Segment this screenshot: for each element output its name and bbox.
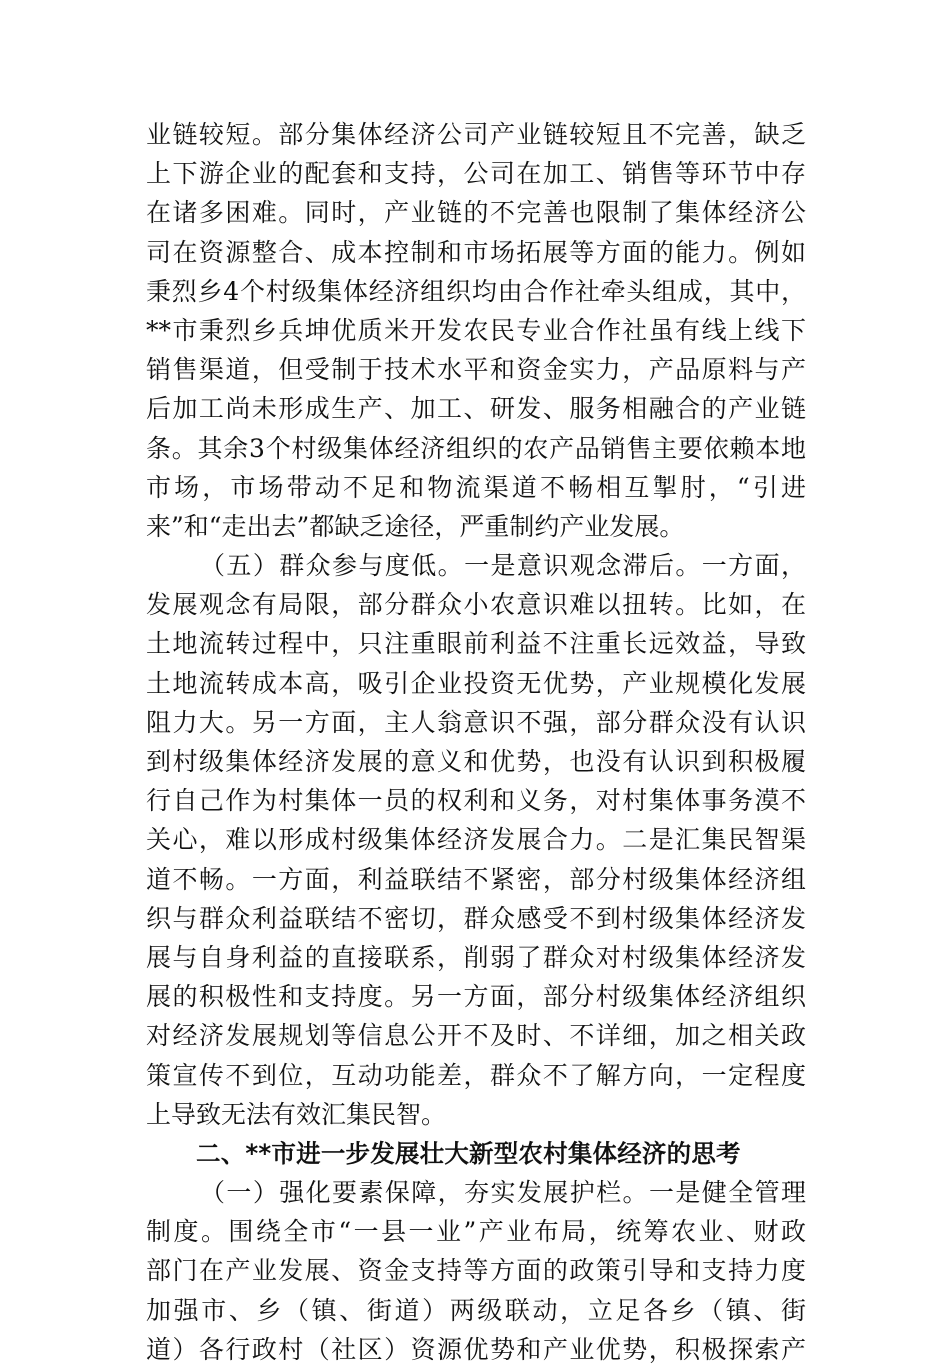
text-line: 道不畅。一方面，利益联结不紧密，部分村级集体经济组 (146, 864, 806, 894)
text-line: 上下游企业的配套和支持，公司在加工、销售等环节中存 (146, 159, 806, 189)
text-line: 道）各行政村（社区）资源优势和产业优势，积极探索产 (146, 1334, 806, 1364)
text-line: 策宣传不到位，互动功能差，群众不了解方向，一定程度 (146, 1060, 806, 1090)
text-line: 市场，市场带动不足和物流渠道不畅相互掣肘，“引进 (146, 472, 806, 502)
text-line: 在诸多困难。同时，产业链的不完善也限制了集体经济公 (146, 198, 806, 228)
section-heading: 二、**市进一步发展壮大新型农村集体经济的思考 (196, 1138, 741, 1168)
text-line: 展的积极性和支持度。另一方面，部分村级集体经济组织 (146, 982, 806, 1012)
paragraph-factor-guarantee (146, 1173, 806, 1369)
text-line: 业链较短。部分集体经济公司产业链较短且不完善，缺乏 (146, 120, 806, 149)
text-line: 制度。围绕全市“一县一业”产业布局，统筹农业、财政 (146, 1217, 806, 1247)
text-line: 司在资源整合、成本控制和市场拓展等方面的能力。例如 (146, 237, 806, 267)
text-line: 行自己作为村集体一员的权利和义务，对村集体事务漠不 (146, 786, 806, 816)
text-line: **市秉烈乡兵坤优质米开发农民专业合作社虽有线上线下 (146, 315, 806, 345)
text-line: 加强市、乡（镇、街道）两级联动，立足各乡（镇、街 (146, 1295, 806, 1325)
text-line: 对经济发展规划等信息公开不及时、不详细，加之相关政 (146, 1021, 806, 1051)
text-line: 后加工尚未形成生产、加工、研发、服务相融合的产业链 (146, 394, 806, 424)
text-line: 关心，难以形成村级集体经济发展合力。二是汇集民智渠 (146, 825, 806, 855)
text-line: 到村级集体经济发展的意义和优势，也没有认识到积极履 (146, 747, 806, 776)
text-line: 部门在产业发展、资金支持等方面的政策引导和支持力度 (146, 1256, 806, 1286)
paragraph-industry-chain (146, 115, 806, 546)
text-line: 发展观念有局限，部分群众小农意识难以扭转。比如，在 (146, 590, 806, 620)
text-line: 来”和“走出去”都缺乏途径，严重制约产业发展。 (146, 511, 685, 541)
text-line: 阻力大。另一方面，主人翁意识不强，部分群众没有认识 (146, 707, 806, 737)
text-line: 展与自身利益的直接联系，削弱了群众对村级集体经济发 (146, 942, 806, 972)
text-line: 销售渠道，但受制于技术水平和资金实力，产品原料与产 (146, 355, 806, 385)
text-line: 土地流转过程中，只注重眼前利益不注重长远效益，导致 (146, 629, 806, 659)
text-line: 织与群众利益联结不密切，群众感受不到村级集体经济发 (146, 903, 806, 933)
text-line: （五）群众参与度低。一是意识观念滞后。一方面， (200, 551, 806, 581)
text-line: 土地流转成本高，吸引企业投资无优势，产业规模化发展 (146, 668, 806, 698)
text-line: （一）强化要素保障，夯实发展护栏。一是健全管理 (200, 1178, 806, 1208)
paragraph-public-participation (146, 546, 806, 1134)
text-line: 条。其余3个村级集体经济组织的农产品销售主要依赖本地 (146, 433, 806, 463)
document-body (146, 115, 806, 1369)
text-line: 上导致无法有效汇集民智。 (146, 1099, 447, 1129)
text-line: 秉烈乡4个村级集体经济组织均由合作社牵头组成，其中， (146, 276, 806, 306)
